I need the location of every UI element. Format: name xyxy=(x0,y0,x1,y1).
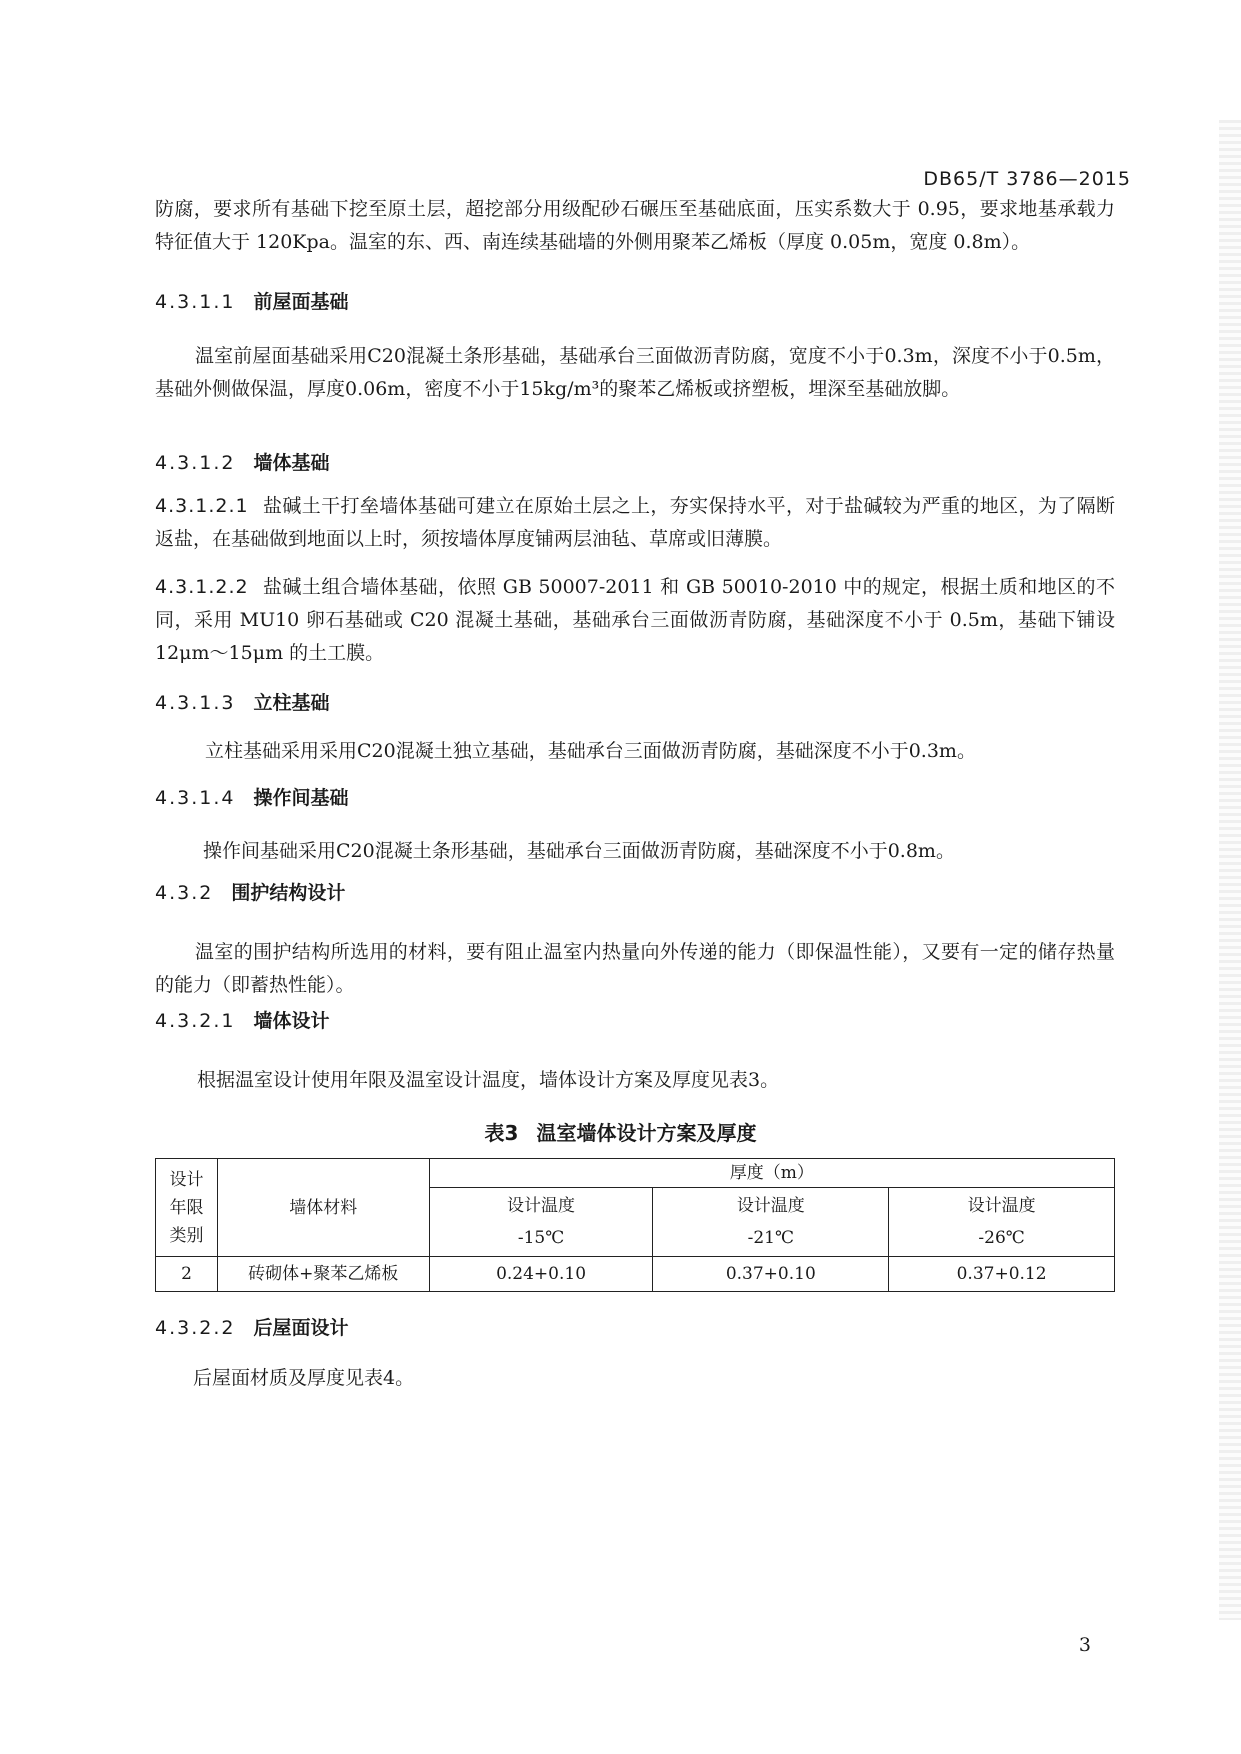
paragraph-43122 xyxy=(155,571,1115,670)
heading-4313 xyxy=(155,688,330,718)
heading-number: 4.3.1.1 xyxy=(155,291,236,313)
header-temp-21: 设计温度 -21℃ xyxy=(653,1188,889,1257)
page-number: 3 xyxy=(1078,1634,1091,1656)
table-header-row xyxy=(156,1159,1115,1188)
heading-title: 墙体设计 xyxy=(253,1010,330,1032)
header-category-text: 设计年限类别 xyxy=(169,1169,204,1246)
heading-number: 4.3.1.4 xyxy=(155,787,236,809)
table-title: 温室墙体设计方案及厚度 xyxy=(536,1121,757,1145)
heading-title: 围护结构设计 xyxy=(231,882,346,904)
table-number: 表3 xyxy=(484,1121,519,1145)
table-caption xyxy=(0,1117,1241,1146)
table-row xyxy=(156,1257,1115,1292)
heading-title: 后屋面设计 xyxy=(253,1317,349,1339)
paragraph-4321: 根据温室设计使用年限及温室设计温度，墙体设计方案及厚度见表3。 xyxy=(197,1069,780,1091)
cell-value-21: 0.37+0.10 xyxy=(653,1257,889,1292)
clause-number: 4.3.1.2.1 xyxy=(155,495,249,517)
paragraph-4313: 立柱基础采用采用C20混凝土独立基础，基础承台三面做沥青防腐，基础深度不小于0.3m。 xyxy=(205,740,976,762)
heading-4314 xyxy=(155,783,349,813)
header-temp-26: 设计温度 -26℃ xyxy=(889,1188,1115,1257)
heading-4322 xyxy=(155,1313,349,1343)
clause-text: 盐碱土干打垒墙体基础可建立在原始土层之上，夯实保持水平，对于盐碱较为严重的地区，为了隔断返盐，在基础做到地面以上时，须按墙体厚度铺两层油毡、草席或旧薄膜。 xyxy=(155,495,1115,550)
paragraph-4311: 温室前屋面基础采用C20混凝土条形基础，基础承台三面做沥青防腐，宽度不小于0.3m，深度不小于0.5m，基础外侧做保温，厚度0.06m，密度不小于15kg/m³的聚苯乙烯板或挤塑板，埋深至基础放脚。 xyxy=(155,345,1115,400)
heading-number: 4.3.1.3 xyxy=(155,692,236,714)
paragraph-432: 温室的围护结构所选用的材料，要有阻止温室内热量向外传递的能力（即保温性能），又要有一定的储存热量的能力（即蓄热性能）。 xyxy=(155,941,1115,996)
heading-title: 前屋面基础 xyxy=(253,291,349,313)
standard-code: DB65/T 3786—2015 xyxy=(923,168,1131,190)
header-material: 墙体材料 xyxy=(217,1159,429,1257)
cell-value-26: 0.37+0.12 xyxy=(889,1257,1115,1292)
heading-4311 xyxy=(155,287,349,317)
header-temp-15: 设计温度 -15℃ xyxy=(429,1188,653,1257)
header-thickness: 厚度（m） xyxy=(429,1159,1114,1188)
heading-title: 操作间基础 xyxy=(253,787,349,809)
paragraph-43121 xyxy=(155,490,1115,556)
heading-number: 4.3.2 xyxy=(155,882,214,904)
paragraph-4322: 后屋面材质及厚度见表4。 xyxy=(193,1367,415,1389)
scan-edge-artifact xyxy=(1219,120,1241,1620)
cell-value-15: 0.24+0.10 xyxy=(429,1257,653,1292)
heading-title: 立柱基础 xyxy=(253,692,330,714)
paragraph-4314: 操作间基础采用C20混凝土条形基础，基础承台三面做沥青防腐，基础深度不小于0.8m。 xyxy=(203,840,955,862)
heading-432 xyxy=(155,878,345,908)
cell-category: 2 xyxy=(156,1257,218,1292)
heading-number: 4.3.1.2 xyxy=(155,452,236,474)
heading-4312 xyxy=(155,448,330,478)
intro-paragraph: 防腐，要求所有基础下挖至原土层，超挖部分用级配砂石碾压至基础底面，压实系数大于 0.95，要求地基承载力特征值大于 120Kpa。温室的东、西、南连续基础墙的外侧用聚苯乙烯板（厚度 0.05m，宽度 0.8m）。 xyxy=(155,198,1115,253)
heading-number: 4.3.2.1 xyxy=(155,1010,236,1032)
clause-text: 盐碱土组合墙体基础，依照 GB 50007-2011 和 GB 50010-2010 中的规定，根据土质和地区的不同，采用 MU10 卵石基础或 C20 混凝土基础，基础承台三面做沥青防腐，基础深度不小于 0.5m，基础下铺设 12μm～15μm 的土工膜。 xyxy=(155,576,1115,664)
cell-material: 砖砌体+聚苯乙烯板 xyxy=(217,1257,429,1292)
heading-number: 4.3.2.2 xyxy=(155,1317,236,1339)
wall-design-table xyxy=(155,1158,1115,1292)
heading-title: 墙体基础 xyxy=(253,452,330,474)
clause-number: 4.3.1.2.2 xyxy=(155,576,249,598)
heading-4321 xyxy=(155,1006,330,1036)
header-category xyxy=(156,1159,218,1257)
